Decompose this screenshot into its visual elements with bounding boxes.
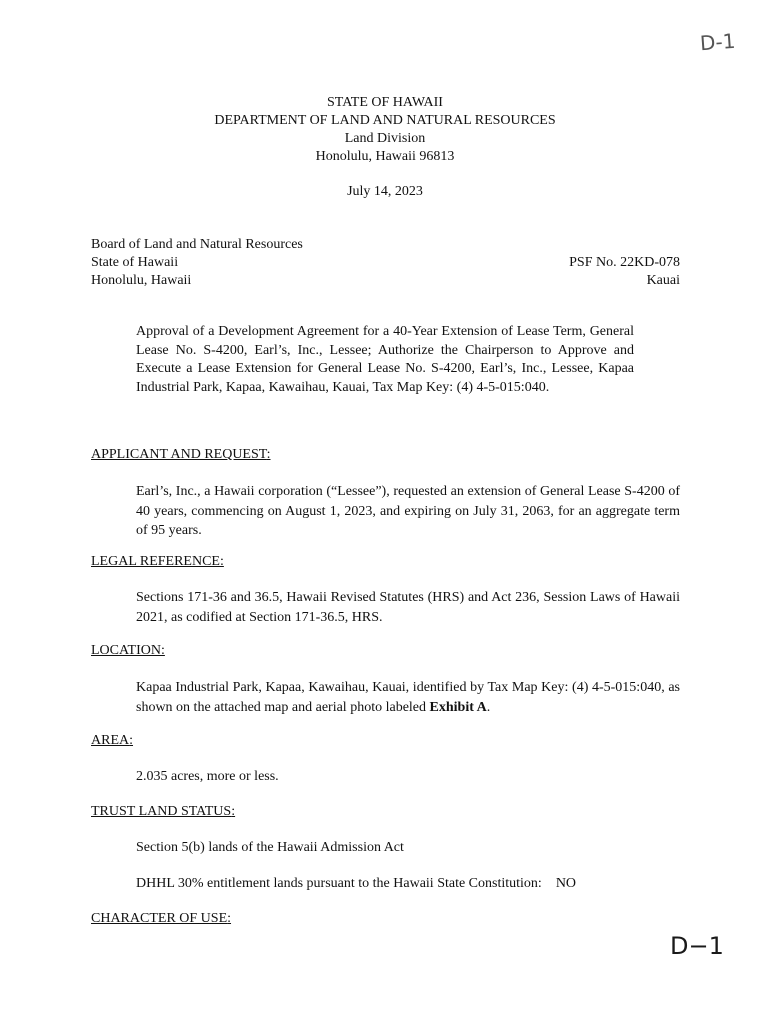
psf-number: PSF No. 22KD-078 bbox=[569, 255, 680, 270]
section-body-area: 2.035 acres, more or less. bbox=[136, 769, 279, 784]
section-heading-legal: LEGAL REFERENCE: bbox=[91, 554, 224, 569]
subject-paragraph: Approval of a Development Agreement for a 40-Year Extension of Lease Term, General Lease No. S-4200, Earl’s, Inc., Lessee; Authorize the Chairperson to Approve and Execute a Lease Extension for General Lease No. S-4200, Earl’s, Inc., Lessee, Kapaa Industrial Park, Kapaa, Kawaihau, Kauai, Tax Map Key: (4) 4-5-015:040. bbox=[136, 324, 634, 395]
addressee-city: Honolulu, Hawaii bbox=[91, 273, 192, 288]
letterhead bbox=[0, 94, 770, 166]
section-body-trust-dhhl: DHHL 30% entitlement lands pursuant to the Hawaii State Constitution: NO bbox=[136, 874, 680, 894]
section-heading-area: AREA: bbox=[91, 733, 134, 748]
letterhead-state: STATE OF HAWAII bbox=[327, 95, 443, 110]
addressee-board: Board of Land and Natural Resources bbox=[91, 237, 303, 252]
document-date: July 14, 2023 bbox=[347, 184, 423, 199]
dhhl-answer: NO bbox=[555, 876, 577, 891]
section-body-trust-5b: Section 5(b) lands of the Hawaii Admission Act bbox=[136, 840, 404, 855]
section-body-applicant: Earl’s, Inc., a Hawaii corporation (“Lessee”), requested an extension of General Lease S-4200 of 40 years, commencing on August 1, 2023, and expiring on July 31, 2063, for an aggregate term of 95 years. bbox=[136, 484, 680, 538]
section-heading-character: CHARACTER OF USE: bbox=[91, 911, 232, 926]
section-heading-applicant: APPLICANT AND REQUEST: bbox=[91, 447, 271, 462]
letterhead-department: DEPARTMENT OF LAND AND NATURAL RESOURCES bbox=[214, 113, 556, 128]
section-heading-trust: TRUST LAND STATUS: bbox=[91, 804, 236, 819]
addressee-block bbox=[91, 236, 680, 290]
exhibit-label: Exhibit A bbox=[429, 699, 487, 715]
page-label-stamp: D−1 bbox=[670, 932, 724, 960]
handwritten-page-mark: D-1 bbox=[699, 28, 737, 56]
addressee-state: State of Hawaii bbox=[91, 255, 179, 270]
island-name: Kauai bbox=[646, 273, 680, 288]
section-heading-location: LOCATION: bbox=[91, 643, 165, 658]
section-body-location: Kapaa Industrial Park, Kapaa, Kawaihau, Kauai, identified by Tax Map Key: (4) 4-5-015:040, as shown on the attached map and aerial photo labeled Exhibit A. bbox=[136, 680, 680, 715]
letterhead-division: Land Division bbox=[344, 131, 426, 146]
section-body-legal: Sections 171-36 and 36.5, Hawaii Revised Statutes (HRS) and Act 236, Session Laws of Hawaii 2021, as codified at Section 171-36.5, HRS. bbox=[136, 590, 680, 625]
letterhead-city: Honolulu, Hawaii 96813 bbox=[315, 149, 455, 164]
